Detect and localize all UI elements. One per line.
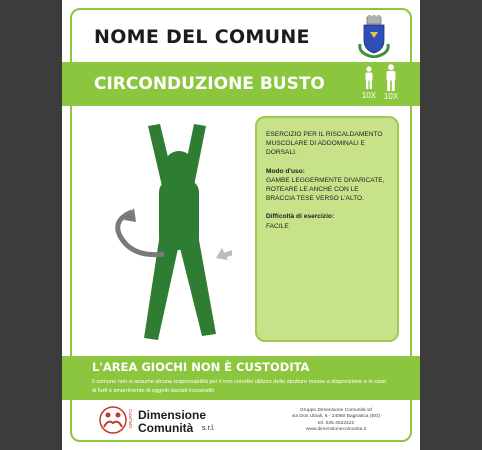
- usage-label: Modo d'uso:: [266, 167, 305, 175]
- coat-of-arms-icon: [356, 14, 392, 58]
- logo-people-icon: [98, 405, 128, 435]
- age-group-adult: [382, 64, 400, 101]
- contact-phone: tel. 035 4522422: [317, 420, 355, 426]
- contact-company: Gruppo Dimensione Comunità srl: [299, 408, 373, 413]
- contact-website: www.dimensionecomunita.it: [305, 427, 367, 433]
- difficulty-label: Difficoltà di esercizio:: [266, 213, 335, 221]
- difficulty-block: [266, 212, 389, 230]
- child-reps: 10X: [361, 91, 377, 100]
- description-text: ESERCIZIO PER IL RISCALDAMENTO MUSCOLARE DI ADDOMINALI E DORSALI.: [266, 131, 383, 157]
- logo-line2: Comunità: [138, 421, 194, 435]
- adult-reps: 10X: [383, 92, 399, 101]
- exercise-figure-illustration: [102, 116, 232, 350]
- contact-address: via Don Ubiali, 6 - 24060 Bagnatica (BG): [291, 414, 381, 420]
- logo-line1: Dimensione: [138, 408, 207, 422]
- child-icon: [363, 66, 375, 90]
- disclaimer-text: Il comune non si assume alcuna responsabilità per il non corretto utilizzo delle strutture messe a disposizione e in caso di furti o smarrimento di oggetti lasciati incustoditi: [92, 379, 387, 394]
- background-left: [0, 0, 62, 450]
- logo-group-label: GRUPPO: [128, 409, 133, 429]
- company-logo: [98, 405, 228, 437]
- exercise-title: CIRCONDUZIONE BUSTO: [94, 74, 325, 94]
- usage-block: [266, 167, 389, 204]
- background-right: [420, 0, 482, 450]
- instructions-box: [255, 116, 399, 342]
- contact-info: [278, 408, 394, 434]
- age-group-child: [360, 66, 378, 100]
- difficulty-value: FACILE: [266, 222, 289, 230]
- usage-text: GAMBE LEGGERMENTE DIVARICATE, ROTEARE LE ANCHE CON LE BRACCIA TESE VERSO L'ALTO.: [266, 176, 385, 203]
- logo-suffix: s.r.l.: [202, 425, 215, 432]
- adult-icon: [384, 64, 398, 91]
- town-name: NOME DEL COMUNE: [94, 26, 310, 48]
- warning-title: L'AREA GIOCHI NON È CUSTODITA: [92, 360, 310, 374]
- exercise-sign: [62, 0, 420, 450]
